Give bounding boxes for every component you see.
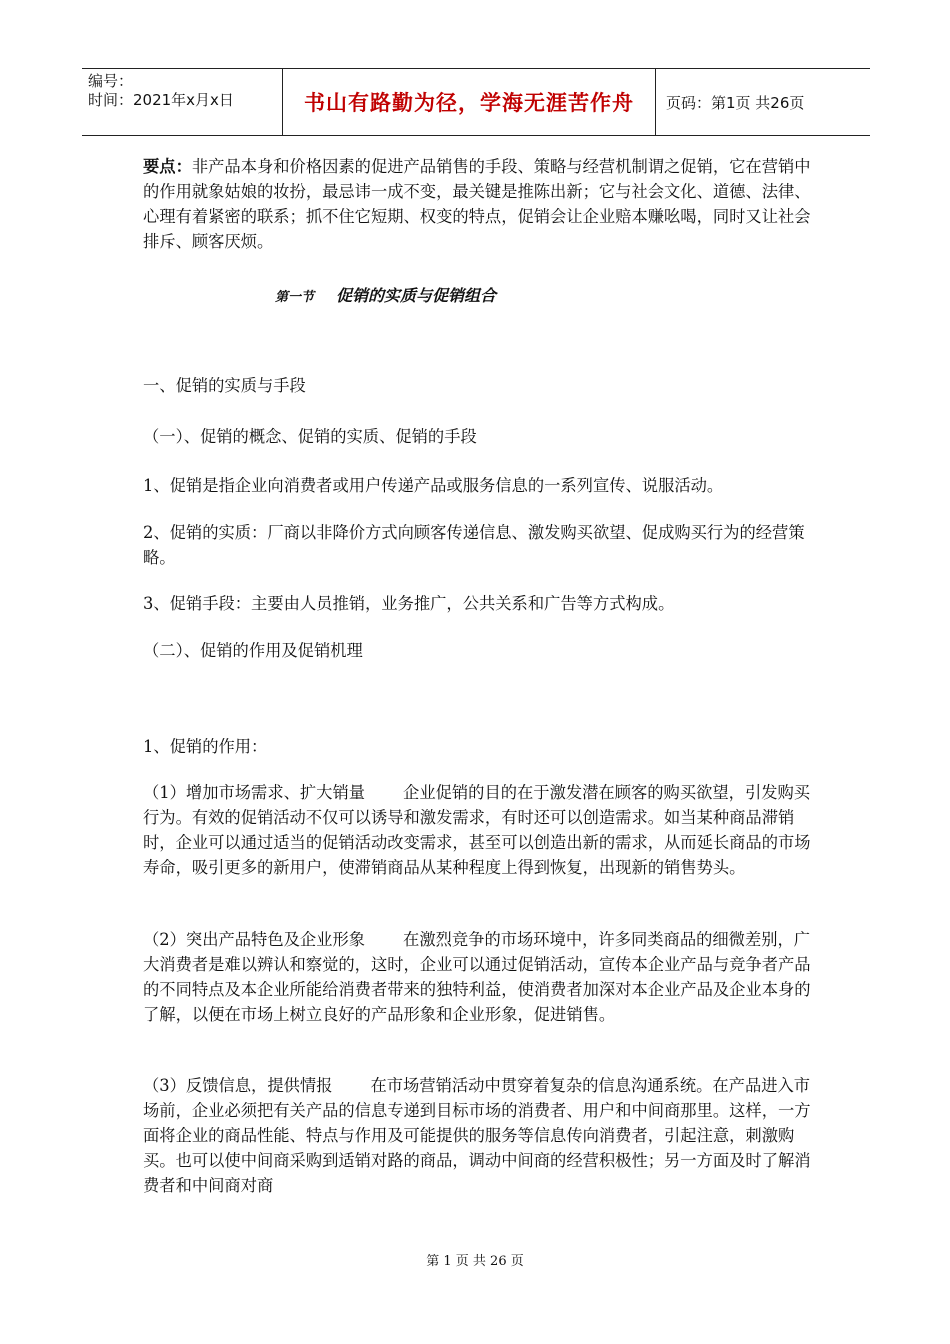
summary-text: 非产品本身和价格因素的促进产品销售的手段、策略与经营机制谓之促销，它在营销中的作用就象姑娘的妆扮，最忌讳一成不变，最关键是推陈出新；它与社会文化、道德、法律、心理有着紧密的联系；抓不住它短期、权变的特点，促销会让企业赔本赚吆喝，同时又让社会排斥、顾客厌烦。 [143,157,811,251]
header-motto: 书山有路勤为径，学海无涯苦作舟 [282,69,656,135]
item-1-head: （1）增加市场需求、扩大销量 [143,783,366,802]
paragraph-2: 2、促销的实质：厂商以非降价方式向顾客传递信息、激发购买欲望、促成购买行为的经营策略。 [143,523,805,567]
section-title [275,283,496,306]
paragraph-3: 3、促销手段：主要由人员推销，业务推广，公共关系和广告等方式构成。 [143,594,675,613]
list-item-2 [143,927,813,1027]
paragraph-1: 1、促销是指企业向消费者或用户传递产品或服务信息的一系列宣传、说服活动。 [143,476,724,495]
heading-1-2: （二）、促销的作用及促销机理 [143,641,363,660]
heading-1: 一、促销的实质与手段 [143,376,306,395]
header-time: 时间：2021年x月x日 [88,91,234,109]
heading-1-1: （一）、促销的概念、促销的实质、促销的手段 [143,427,477,446]
list-item-3 [143,1073,813,1198]
page-footer: 第 1 页 共 26 页 [426,1254,524,1269]
summary-block [143,154,813,254]
item-2-head: （2）突出产品特色及企业形象 [143,930,366,949]
header-page-info: 页码：第1页 共26页 [666,93,805,112]
summary-lead: 要点： [143,157,192,176]
item-2-text: 在激烈竞争的市场环境中，许多同类商品的细微差别，广大消费者是难以辨认和察觉的，这时，企业可以通过促销活动，宣传本企业产品与竞争者产品的不同特点及本企业所能给消费者带来的独特利益，使消费者加深对本企业产品及企业本身的了解，以便在市场上树立良好的产品形象和企业形象，促进销售。 [143,930,811,1024]
header-meta [82,69,282,135]
summary-paragraph [143,154,813,254]
header-code: 编号： [88,72,134,90]
paragraph-4: 1、促销的作用： [143,737,268,756]
page-header [82,68,870,136]
section-title-text: 促销的实质与促销组合 [336,286,497,305]
section-number: 第一节 [275,290,315,305]
item-1-text: 企业促销的目的在于激发潜在顾客的购买欲望，引发购买行为。有效的促销活动不仅可以诱导和激发需求，有时还可以创造需求。如当某种商品滞销时，企业可以通过适当的促销活动改变需求，甚至可以创造出新的需求，从而延长商品的市场寿命，吸引更多的新用户，使滞销商品从某种程度上得到恢复，出现新的销售势头。 [143,783,811,877]
item-3-text: 在市场营销活动中贯穿着复杂的信息沟通系统。在产品进入市场前，企业必须把有关产品的信息专递到目标市场的消费者、用户和中间商那里。这样，一方面将企业的商品性能、特点与作用及可能提供的服务等信息传向消费者，引起注意，刺激购买。也可以使中间商采购到适销对路的商品，调动中间商的经营积极性；另一方面及时了解消费者和中间商对商 [143,1076,811,1195]
list-item-1 [143,780,813,880]
item-3-head: （3）反馈信息，提供情报 [143,1076,333,1095]
